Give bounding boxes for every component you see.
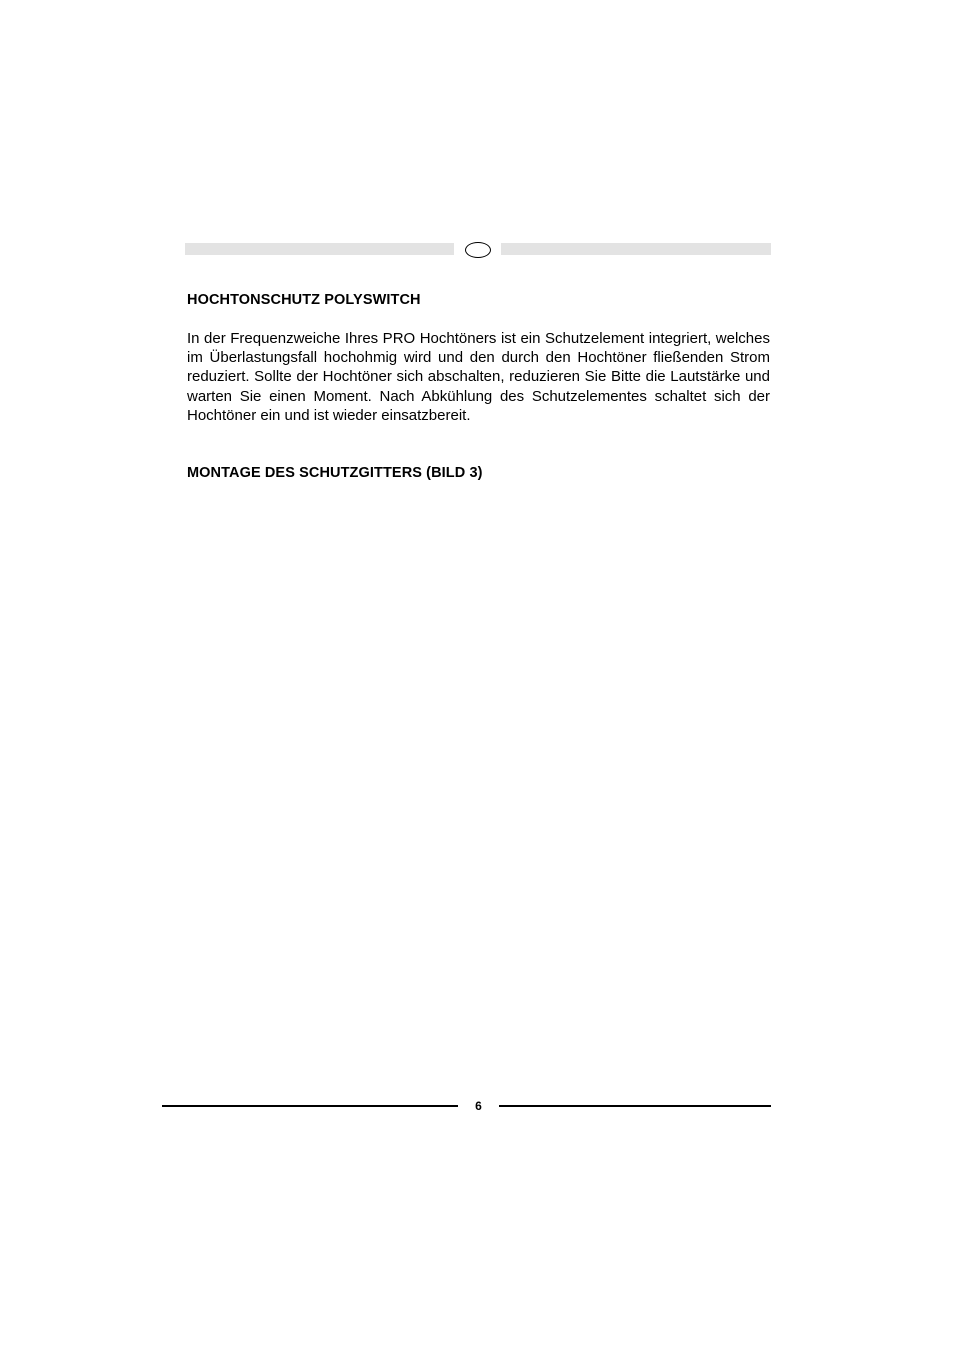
header-bar-left [185, 243, 454, 255]
section-heading-polyswitch: HOCHTONSCHUTZ POLYSWITCH [187, 292, 421, 308]
section-body-polyswitch: In der Frequenzweiche Ihres PRO Hochtöners ist ein Schutzelement integriert, welches im Überlastungsfall hochohmig wird und den durch den Hochtöner fließenden Strom reduziert. Sollte der Hochtöner sich abschalten, reduzieren Sie Bitte die Lautstärke und warten Sie einen Moment. Nach Abkühlung des Schutzelementes schaltet sich der Hochtöner ein und ist wieder einsatzbereit. [187, 330, 770, 424]
section-heading-schutzgitter: MONTAGE DES SCHUTZGITTERS (BILD 3) [187, 465, 483, 481]
header-bar-right [501, 243, 771, 255]
language-oval-badge [465, 242, 491, 258]
footer-line-left [162, 1105, 458, 1107]
footer-line-right [499, 1105, 771, 1107]
page-number: 6 [475, 1099, 482, 1113]
